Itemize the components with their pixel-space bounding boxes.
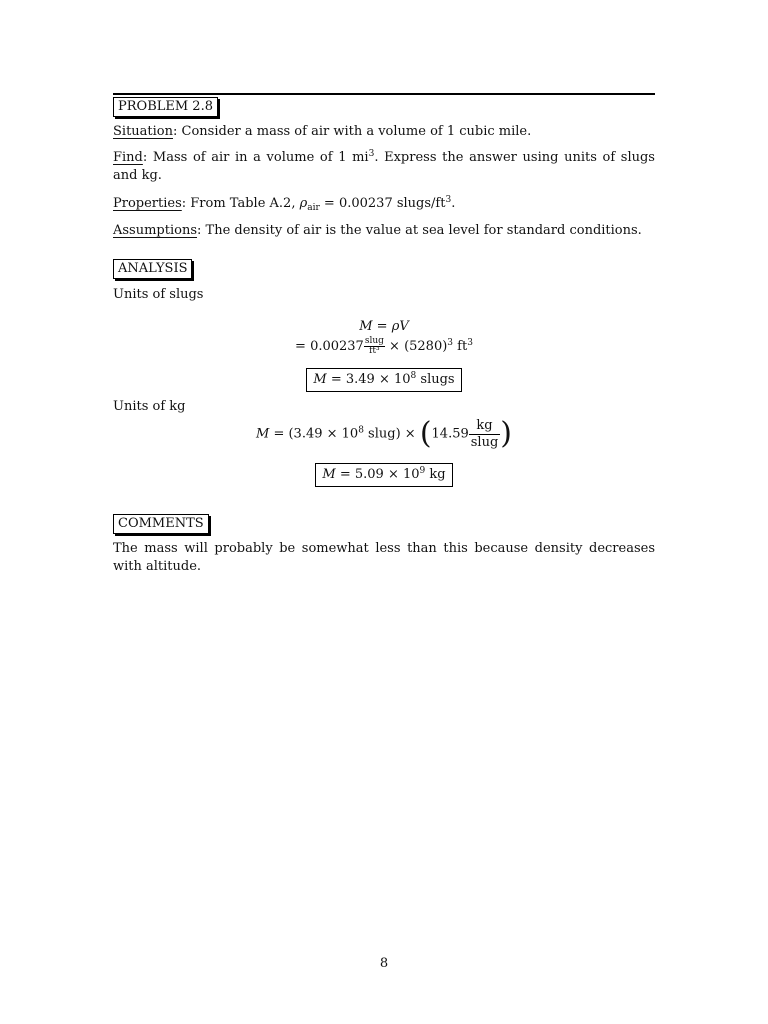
- right-paren: ): [500, 416, 512, 451]
- equation-substitution: [113, 337, 655, 357]
- eq3-frac-den: slug: [470, 434, 499, 450]
- eq2-a: = 0.00237: [295, 339, 364, 354]
- eq2-frac-num: slug: [364, 336, 384, 346]
- situation-paragraph: Situation: Consider a mass of air with a volume of 1 cubic mile.: [113, 124, 532, 139]
- eq2-sup: 3: [447, 338, 454, 348]
- left-paren: (: [419, 416, 432, 451]
- assumptions-label: Assumptions: [113, 223, 198, 238]
- equation-mass-density: [113, 318, 655, 336]
- top-rule: [113, 93, 655, 95]
- eq3-sup: 8: [358, 425, 364, 436]
- assumptions-paragraph: Assumptions: The density of air is the value at sea level for standard conditions.: [113, 223, 642, 238]
- eq3-a: = (3.49 × 10: [269, 426, 359, 442]
- eq3-b: slug) ×: [363, 426, 420, 442]
- result-slugs: [113, 368, 655, 392]
- eq3-fraction: [469, 418, 501, 451]
- eq2-c: ft: [453, 339, 468, 354]
- result2-a: = 5.09 × 10: [335, 467, 420, 482]
- problem-heading: PROBLEM 2.8: [113, 97, 218, 117]
- properties-sup: 3: [445, 195, 452, 205]
- result-kg-box: [315, 463, 452, 487]
- find-label: Find: [113, 150, 143, 165]
- properties-text-b: = 0.00237 slugs/ft: [319, 196, 446, 211]
- eq3-c: 14.59: [431, 426, 469, 442]
- eq2-b: × (5280): [384, 339, 448, 354]
- eq2-frac-den: ft³: [369, 346, 380, 356]
- comments-text: The mass will probably be somewhat less than this because density decreases with altitude.: [113, 541, 655, 574]
- eq3-lhs: M: [256, 426, 270, 442]
- eq2-sup2: 3: [467, 338, 473, 348]
- result2-lhs: M: [322, 467, 336, 482]
- rho-subscript: air: [307, 203, 320, 213]
- find-paragraph: Find: Mass of air in a volume of 1 $mi^3$. Express the answer using units of slugs and kg.: [113, 149, 655, 183]
- result-slugs-box: [306, 368, 461, 392]
- find-sup: 3: [368, 149, 375, 159]
- result2-sup: 9: [419, 466, 426, 476]
- rho-symbol: ρ: [299, 196, 308, 211]
- result-kg: [113, 463, 655, 487]
- comments-heading: COMMENTS: [113, 514, 209, 534]
- properties-text-c: .: [451, 196, 456, 211]
- properties-text-a: From Table A.2,: [186, 196, 300, 211]
- units-slugs-label: Units of slugs: [113, 287, 204, 302]
- find-text-b: . Express the answer using units of slugs and kg.: [113, 150, 655, 183]
- equation-kg-conversion: [113, 412, 655, 456]
- find-text-a: Mass of air in a volume of 1 mi: [147, 150, 369, 165]
- result1-unit: slugs: [416, 372, 455, 387]
- result1-a: = 3.49 × 10: [326, 372, 411, 387]
- properties-label: Properties: [113, 196, 182, 211]
- analysis-heading: ANALYSIS: [113, 259, 192, 279]
- properties-paragraph: Properties: From Table A.2, $\rho_{air} = 0.00237$ slugs/$ft^3$.: [113, 195, 456, 213]
- result2-unit: kg: [425, 467, 446, 482]
- assumptions-text: The density of air is the value at sea level for standard conditions.: [201, 223, 642, 238]
- result1-lhs: M: [313, 372, 327, 387]
- units-kg-label: Units of kg: [113, 399, 186, 414]
- page-number: 8: [379, 956, 389, 971]
- result1-sup: 8: [410, 371, 417, 381]
- eq2-fraction: [364, 337, 385, 356]
- eq1-lhs: M: [359, 319, 373, 334]
- situation-label: Situation: [113, 124, 173, 139]
- eq3-frac-num: kg: [469, 418, 501, 435]
- situation-text: Consider a mass of air with a volume of 1 cubic mile.: [177, 124, 532, 139]
- eq1-rhs: = ρV: [372, 319, 409, 334]
